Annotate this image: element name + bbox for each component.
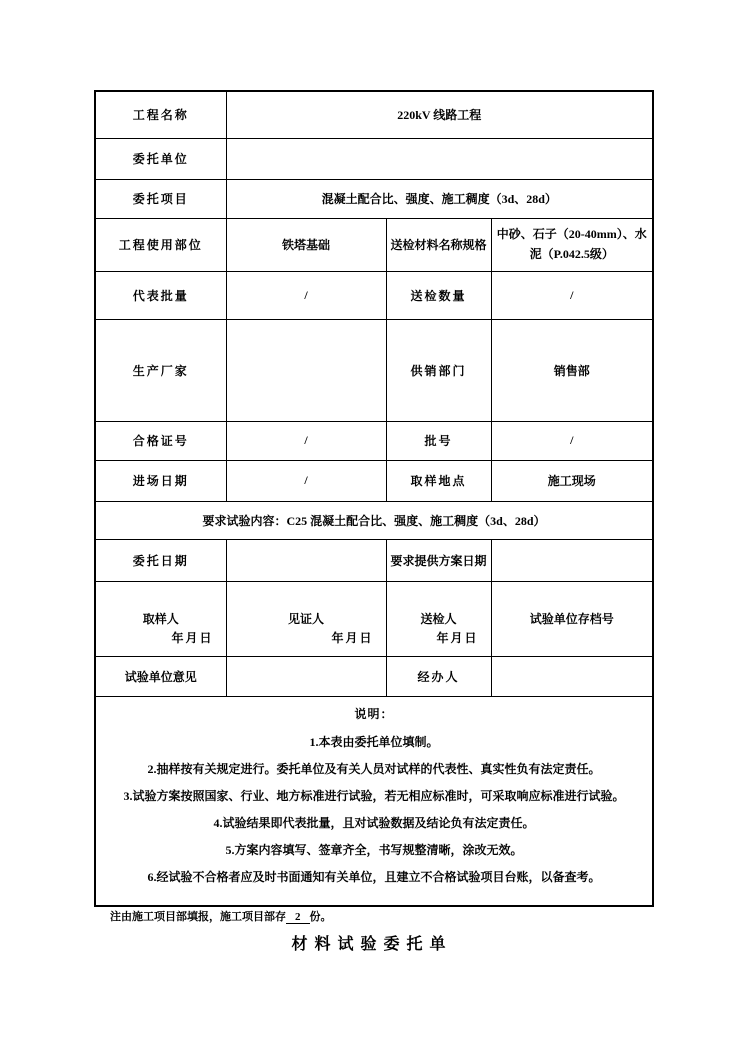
submit-quantity-value: / [491, 271, 653, 319]
document-title: 材料试验委托单 [291, 936, 453, 953]
row-certificate [95, 421, 653, 460]
sales-department-value: 销售部 [491, 319, 653, 421]
submit-quantity-label: 送检数量 [386, 271, 491, 319]
test-content-text: 要求试验内容：C25 混凝土配合比、强度、施工稠度（3d、28d） [95, 501, 653, 539]
manufacturer-label: 生产厂家 [95, 319, 226, 421]
certificate-no-value: / [226, 421, 386, 460]
project-name-value: 220kV 线路工程 [226, 91, 653, 138]
submitter-date: 年月日 [436, 630, 479, 645]
note-line: 3.试验方案按照国家、行业、地方标准进行试验，若无相应标准时，可采取响应标准进行试验。 [123, 788, 625, 803]
witness-label: 见证人 [287, 612, 324, 626]
note-line: 6.经试验不合格者应及时书面通知有关单位，且建立不合格试验项目台账，以备查考。 [147, 869, 601, 884]
commission-item-value: 混凝土配合比、强度、施工稠度（3d、28d） [226, 179, 653, 218]
footer-note-prefix: 注由施工项目部填报，施工项目部存 [110, 911, 286, 923]
commission-date-value [226, 539, 386, 581]
entry-date-label: 进场日期 [95, 460, 226, 501]
row-use-location [95, 218, 653, 271]
row-signatures [95, 581, 653, 656]
commission-form-table [94, 90, 654, 907]
material-spec-label: 送检材料名称规格 [386, 218, 491, 271]
use-location-label: 工程使用部位 [95, 218, 226, 271]
use-location-value: 铁塔基础 [226, 218, 386, 271]
commission-item-label: 委托项目 [95, 179, 226, 218]
row-batch-quantity [95, 271, 653, 319]
notes-cell [95, 696, 653, 906]
row-project-name [95, 91, 653, 138]
submitter-cell [386, 581, 491, 656]
witness-cell [226, 581, 386, 656]
unit-opinion-label: 试验单位意见 [95, 656, 226, 696]
sampling-place-value: 施工现场 [491, 460, 653, 501]
row-opinion [95, 656, 653, 696]
row-commission-item [95, 179, 653, 218]
row-client-unit [95, 138, 653, 179]
notes-title: 说明： [354, 706, 394, 721]
footer-note [110, 908, 332, 924]
batch-no-label: 批号 [386, 421, 491, 460]
manufacturer-value [226, 319, 386, 421]
witness-date: 年月日 [331, 630, 374, 645]
material-spec-value: 中砂、石子（20-40mm）、水泥（P.042.5级） [491, 218, 653, 271]
row-dates [95, 539, 653, 581]
sampler-label: 取样人 [142, 612, 179, 626]
batch-no-value: / [491, 421, 653, 460]
entry-date-value: / [226, 460, 386, 501]
row-manufacturer [95, 319, 653, 421]
certificate-no-label: 合格证号 [95, 421, 226, 460]
sampling-place-label: 取样地点 [386, 460, 491, 501]
row-test-content [95, 501, 653, 539]
unit-opinion-value [226, 656, 386, 696]
row-entry-date [95, 460, 653, 501]
sampler-cell [95, 581, 226, 656]
client-unit-label: 委托单位 [95, 138, 226, 179]
commission-date-label: 委托日期 [95, 539, 226, 581]
handler-value [491, 656, 653, 696]
representative-batch-value: / [226, 271, 386, 319]
archive-no-label: 试验单位存档号 [491, 581, 653, 656]
note-line: 5.方案内容填写、签章齐全，书写规整清晰，涂改无效。 [225, 842, 523, 857]
project-name-label: 工程名称 [95, 91, 226, 138]
note-line: 2.抽样按有关规定进行。委托单位及有关人员对试样的代表性、真实性负有法定责任。 [147, 761, 601, 776]
footer-note-suffix: 份。 [309, 911, 332, 923]
row-notes [95, 696, 653, 906]
representative-batch-label: 代表批量 [95, 271, 226, 319]
submitter-label: 送检人 [420, 612, 457, 626]
scheme-date-value [491, 539, 653, 581]
sales-department-label: 供销部门 [386, 319, 491, 421]
copies-count: 2 [286, 911, 310, 924]
note-line: 1.本表由委托单位填制。 [309, 734, 439, 749]
sampler-date: 年月日 [171, 630, 214, 645]
client-unit-value [226, 138, 653, 179]
note-line: 4.试验结果即代表批量，且对试验数据及结论负有法定责任。 [213, 815, 535, 830]
handler-label: 经办人 [386, 656, 491, 696]
scheme-date-label: 要求提供方案日期 [386, 539, 491, 581]
